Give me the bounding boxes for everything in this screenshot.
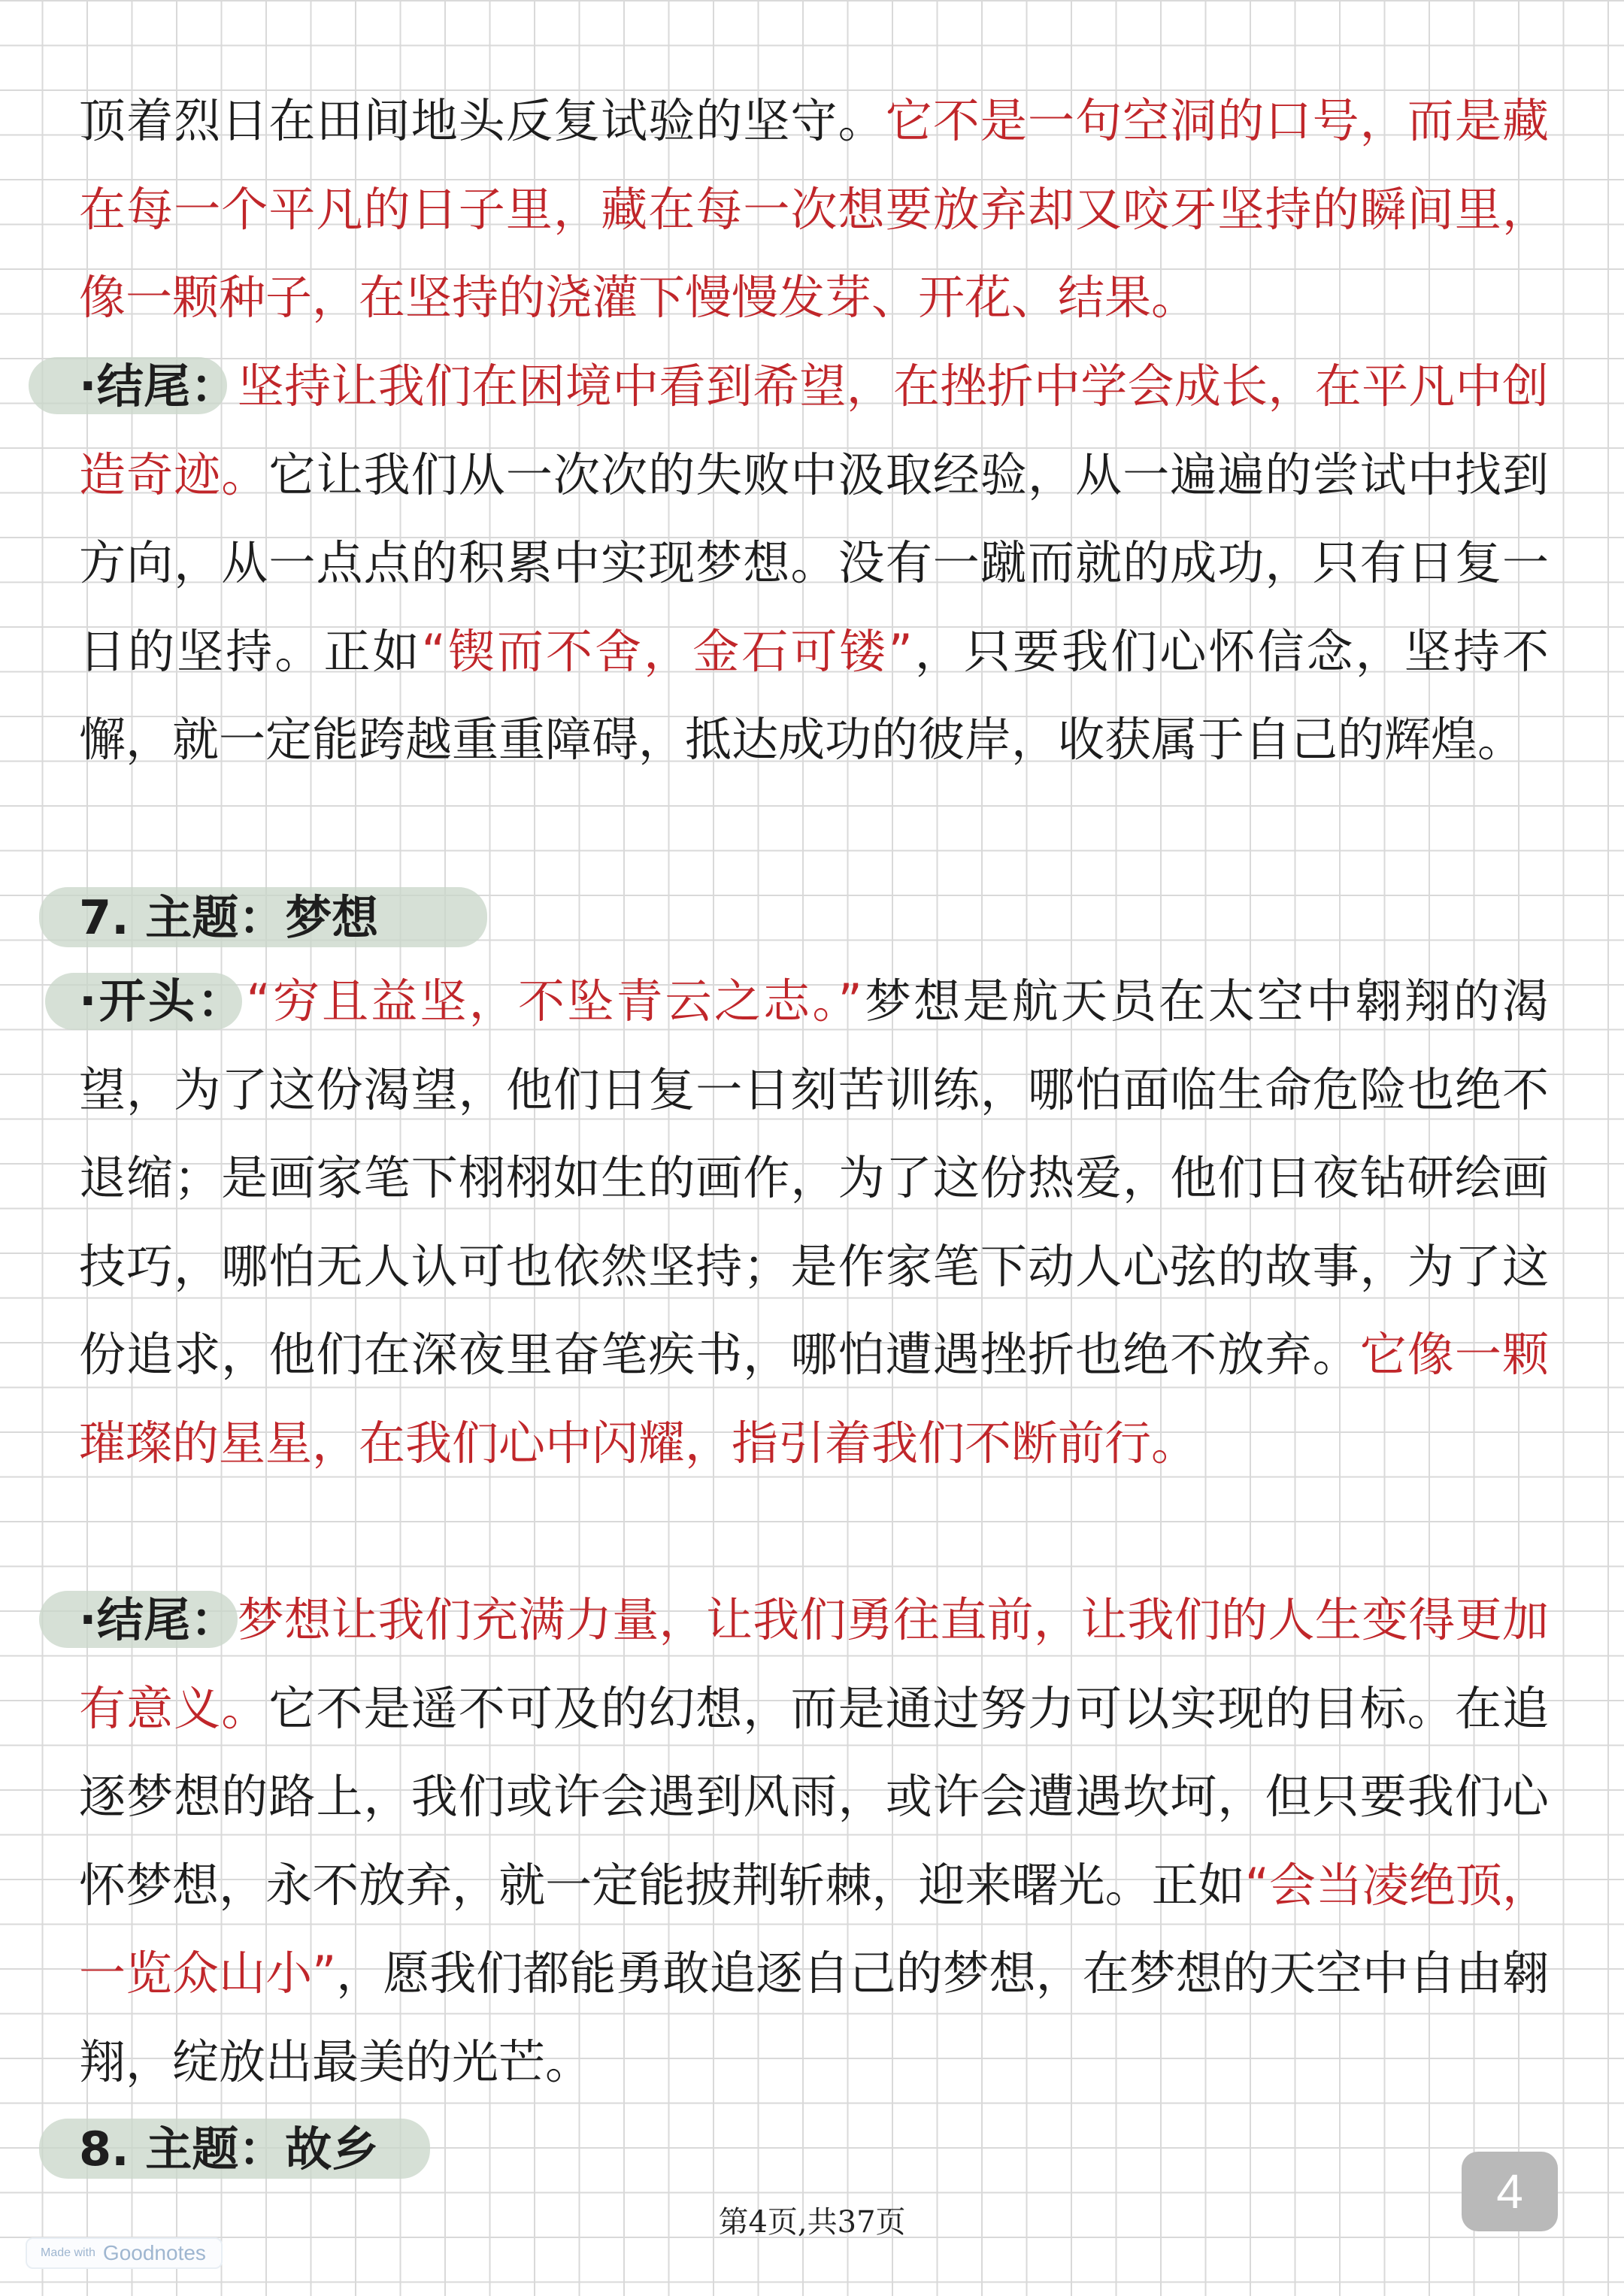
goodnotes-watermark (26, 2237, 223, 2269)
opening-label: ·开头： (79, 974, 247, 1028)
watermark-small-text: Made with (41, 2246, 95, 2259)
page-number-badge: 4 (1462, 2152, 1558, 2231)
emphasis-text: 梦想让我们充满力量，让我们勇往直前，让我们的人生变得更加有意义。 (79, 1592, 1549, 1736)
quote-text: “锲而不舍，金石可镂” (421, 623, 913, 679)
emphasis-text: 它不是一句空洞的口号，而是藏在每一个平凡的日子里，藏在每一次想要放弃却又咬牙坚持的瞬间里，像一颗种子，在坚持的浇灌下慢慢发芽、开花、结果。 (79, 93, 1549, 325)
quote-text: “会当凌绝顶，一览众山小” (79, 1857, 1549, 2001)
section-heading-hometown: 8. 主题：故乡 (79, 2122, 379, 2176)
paragraph-perseverance-body (79, 77, 1549, 342)
plain-text: 梦想是航天员在太空中翱翔的渴望，为了这份渴望，他们日复一日刻苦训练，哪怕面临生命危险也绝不退缩；是画家笔下栩栩如生的画作，为了这份热爱，他们日夜钻研绘画技巧，哪怕无人认可也依然坚持；是作家笔下动人心弦的故事，为了这份追求，他们在深夜里奋笔疾书，哪怕遭遇挫折也绝不放弃。 (79, 974, 1549, 1382)
emphasis-text: 坚持让我们在困境中看到希望，在挫折中学会成长，在平凡中创造奇迹。 (79, 359, 1549, 502)
paragraph-perseverance-ending (79, 342, 1549, 784)
paragraph-dream-opening (79, 957, 1549, 1487)
section-heading-dream: 7. 主题：梦想 (79, 890, 379, 945)
ending-label: ·结尾： (79, 359, 238, 413)
emphasis-text: 它像一颗璀璨的星星，在我们心中闪耀，指引着我们不断前行。 (79, 1327, 1549, 1471)
plain-text: 它不是遥不可及的幻想，而是通过努力可以实现的目标。在追逐梦想的路上，我们或许会遇到风雨，或许会遭遇坎坷，但只要我们心怀梦想，永不放弃，就一定能披荆斩棘，迎来曙光。正如 (79, 1680, 1549, 1913)
quote-text: “穷且益坚，不坠青云之志。” (246, 974, 862, 1028)
plain-text: 顶着烈日在田间地头反复试验的坚守。 (79, 93, 886, 148)
plain-text: ，愿我们都能勇敢追逐自己的梦想，在梦想的天空中自由翱翔，绽放出最美的光芒。 (79, 1946, 1549, 2089)
plain-text: ，只要我们心怀信念，坚持不懈，就一定能跨越重重障碍，抵达成功的彼岸，收获属于自己的辉煌。 (79, 623, 1549, 767)
paragraph-dream-ending (79, 1576, 1549, 2106)
ending-label: ·结尾： (79, 1592, 238, 1647)
page-footer: 第4页,共37页 (718, 2205, 906, 2240)
watermark-brand-text: Goodnotes (102, 2241, 206, 2264)
plain-text: 它让我们从一次次的失败中汲取经验，从一遍遍的尝试中找到方向，从一点点的积累中实现梦想。没有一蹴而就的成功，只有日复一日的坚持。正如 (79, 447, 1549, 679)
